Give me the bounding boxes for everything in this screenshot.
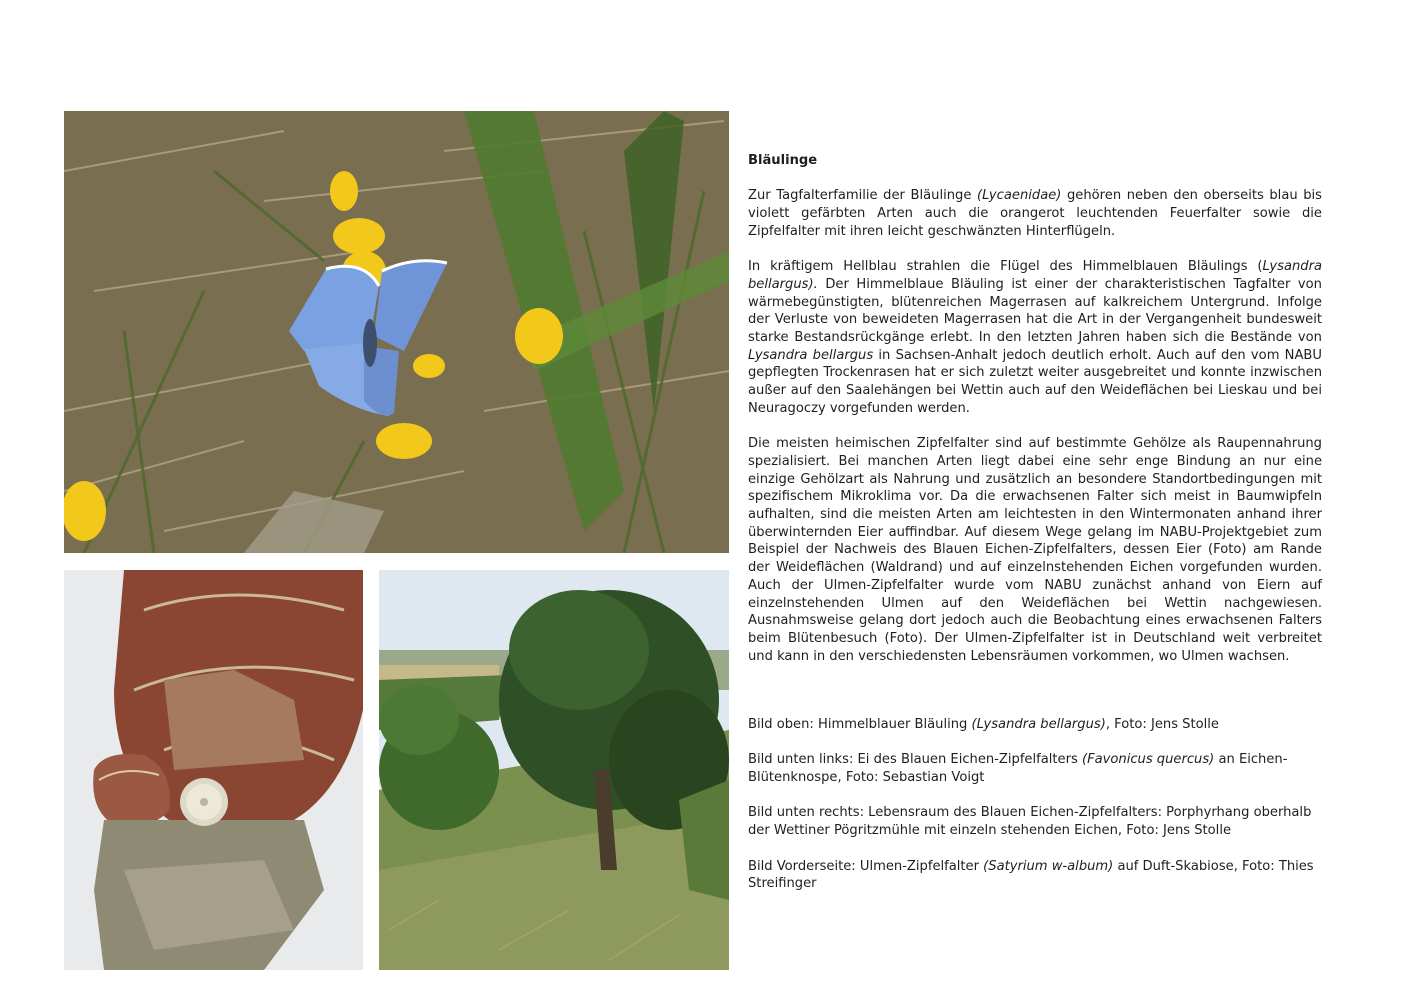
caption-bottom-left xyxy=(748,751,1322,786)
caption-front-a: Bild Vorderseite: Ulmen-Zipfelfalter xyxy=(748,858,984,874)
paragraph-2 xyxy=(748,258,1322,417)
caption-bl-c: an Eichen-Blütenknospe, Foto: Sebastian Voigt xyxy=(748,752,1288,786)
paragraph-1 xyxy=(748,187,1322,240)
paragraph-3: Die meisten heimischen Zipfelfalter sind auf bestimmte Gehölze als Raupennahrung spezialisiert. Bei manchen Arten liegt dabei eine sehr enge Bindung an nur eine einzige Gehölzart als Nahrung und zusätzlich an besondere Standortbedingungen mit spezifischem Mikroklima vor. Da die erwachsenen Falter sich meist in Baumwipfeln aufhalten, sind die meisten Arten am leichtesten in den Wintermonaten anhand ihrer überwinternden Eier auffindbar. Auf diesem Wege gelang im NABU-Projektgebiet zum Beispiel der Nachweis des Blauen Eichen-Zipfelfalters, dessen Eier (Foto) am Rande der Weideflächen (Waldrand) und auf einzelnstehenden Eichen vorgefunden wurden. Auch der Ulmen-Zipfelfalter wurde vom NABU zunächst anhand von Eiern auf einzelnstehenden Ulmen auf den Weideflächen bei Wettin nachgewiesen. Ausnahmsweise gelang dort jedoch auch die Beobachtung eines erwachsenen Falters beim Blütenbesuch (Foto). Der Ulmen-Zipfelfalter ist in Deutschland weit verbreitet und kann in den verschiedensten Lebensräumen vorkommen, wo Ulmen wachsen. xyxy=(748,436,1322,664)
caption-bl-latin: (Favonicus quercus) xyxy=(1081,752,1215,768)
p2-text-a: In kräftigem Hellblau strahlen die Flügel des Himmelblauen Bläulings ( xyxy=(748,259,1263,275)
section-title: Bläulinge xyxy=(748,153,818,168)
photo-oak-habitat xyxy=(379,570,729,970)
p2-text-e: in Sachsen-Anhalt jedoch deutlich erholt. Auch auf den vom NABU gepflegten Trockenrasen hat er sich zuletzt weiter ausgebreitet und konnte inzwischen außer auf den Saalehängen bei Wettin auch auf den Weideflächen bei Lieskau und bei Neuragoczy vorgefunden werden. xyxy=(748,347,1323,416)
photo-blue-butterfly xyxy=(64,111,729,553)
p2-text-c: Der Himmelblaue Bläuling ist einer der charakteristischen Tagfalter von wärmebegünstigten, blütenreichen Magerrasen auf kalkreichem Untergrund. Infolge der Verluste von beweideten Magerrasen hat die Art in der Vergangenheit bundesweit starke Bestandsrückgänge erlebt. In den letzten Jahren haben sich die Bestände von xyxy=(748,276,1322,345)
caption-front-c: auf Duft-Skabiose, Foto: Thies Streifinger xyxy=(748,858,1314,892)
caption-top-latin: (Lysandra bellargus) xyxy=(971,717,1106,732)
oak-bud-photo-graphic xyxy=(64,570,363,970)
p1-text-c: gehören neben den oberseits blau bis violett gefärbten Arten auch die orangerot leuchtenden Feuerfalter sowie die Zipfelfalter mit ihren leicht geschwänzten Hinterflügeln. xyxy=(748,188,1322,239)
caption-top-a: Bild oben: Himmelblauer Bläuling xyxy=(748,717,972,732)
p2-latin-name: Lysandra bellargus). xyxy=(748,259,1322,292)
photo-oak-bud-egg xyxy=(64,570,363,970)
photo-captions xyxy=(748,716,1322,911)
caption-front xyxy=(748,858,1322,893)
caption-top xyxy=(748,716,1322,734)
article-text xyxy=(748,152,1322,683)
p1-latin-name: (Lycaenidae) xyxy=(977,188,1062,204)
p1-text-a: Zur Tagfalterfamilie der Bläulinge xyxy=(748,188,977,204)
caption-bl-a: Bild unten links: Ei des Blauen Eichen-Zipfelfalters xyxy=(748,752,1082,768)
caption-top-c: , Foto: Jens Stolle xyxy=(1105,717,1219,732)
caption-front-latin: (Satyrium w-album) xyxy=(983,858,1114,874)
habitat-photo-graphic xyxy=(379,570,729,970)
p2-latin-name-2: Lysandra bellargus xyxy=(748,347,874,363)
butterfly-photo-graphic xyxy=(64,111,729,553)
caption-bottom-right: Bild unten rechts: Lebensraum des Blauen Eichen-Zipfelfalters: Porphyrhang oberhalb der Wettiner Pögritzmühle mit einzeln stehenden Eichen, Foto: Jens Stolle xyxy=(748,805,1312,839)
